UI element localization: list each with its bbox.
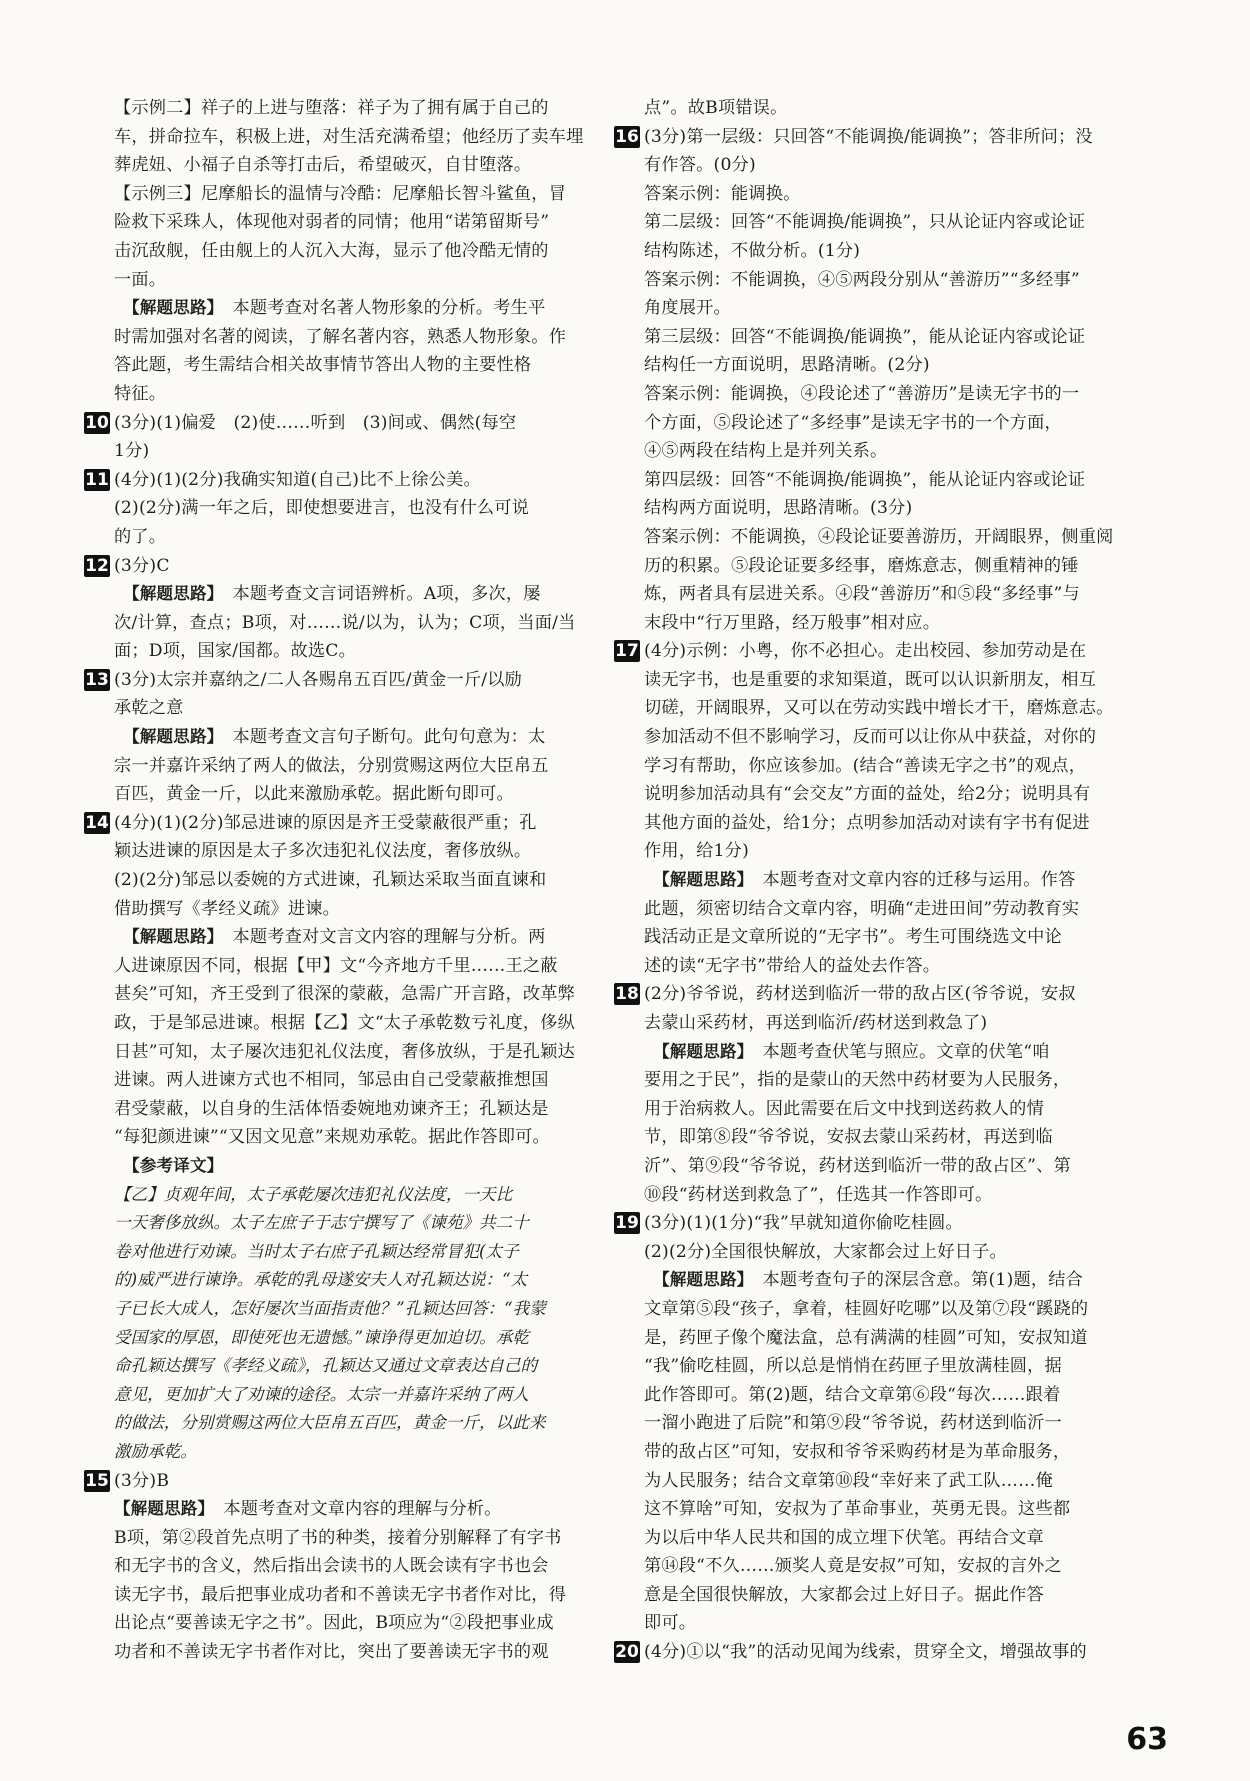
answer-line: 的了。	[114, 526, 167, 547]
answer-line: 答案示例：能调换，④段论述了“善游历”是读无字书的一	[644, 383, 1080, 404]
analysis-line: 沂”、第⑨段“爷爷说，药材送到临沂一带的敌占区”、第	[644, 1155, 1071, 1176]
analysis-line: 第⑭段“不久……颁奖人竟是安叔”可知，安叔的言外之	[644, 1556, 1062, 1577]
question-19	[615, 1209, 1166, 1266]
answer-line: (3分)第一层级：只回答“不能调换/能调换”；答非所问；没	[644, 126, 1093, 147]
analysis-line: 带的敌占区”可知，安叔和爷爷采购药材是为革命服务，	[644, 1441, 1071, 1462]
answer-line: 末段中“行万里路，经万般事”相对应。	[644, 612, 941, 633]
analysis-block: 【解题思路】 本题考查文言词语辨析。A项，多次，屡	[131, 584, 541, 605]
analysis-line: 次/计算，查点；B项，对……说/以为，认为；C项，当面/当	[114, 612, 576, 633]
answer-line: 个方面，⑤段论述了“多经事”是读无字书的一个方面，	[644, 412, 1062, 433]
analysis-line: 此作答即可。第(2)题，结合文章第⑥段“每次……跟着	[644, 1384, 1061, 1405]
question-10	[85, 409, 606, 466]
question-16	[615, 123, 1166, 638]
answer-line: (2)(2分)满一年之后，即使想要进言，也没有什么可说	[114, 498, 530, 519]
example-line: 【示例二】祥子的上进与堕落：祥子为了拥有属于自己的	[114, 98, 549, 118]
analysis-line: 践活动正是文章所说的“无字书”。考生可围绕选文中论	[644, 927, 1062, 948]
answer: (4分)①以“我”的活动见闻为线索，贯穿全文，增强故事的	[644, 1642, 1087, 1663]
analysis-line: 时需加强对名著的阅读，了解名著内容，熟悉人物形象。作	[114, 326, 567, 347]
answer-line: 读无字书，也是重要的求知渠道，既可以认识新朋友，相互	[644, 669, 1097, 690]
answer-line: 炼，两者具有层进关系。④段“善游历”和⑤段“多经事”与	[644, 584, 1080, 605]
analysis-line: 文章第⑤段“孩子，拿着，桂圆好吃哪”以及第⑦段“蹊跷的	[644, 1298, 1089, 1319]
analysis-line: 答此题，考生需结合相关故事情节答出人物的主要性格	[114, 355, 532, 376]
question-number: 11	[85, 469, 109, 490]
analysis-line: 人进谏原因不同，根据【甲】文“今齐地方千里……王之蔽	[114, 955, 558, 976]
translation-line: 卷对他进行劝谏。当时太子右庶子孔颖达经常冒犯(太子	[114, 1241, 519, 1261]
analysis-line: 要用之于民”，指的是蒙山的天然中药材要为人民服务，	[644, 1070, 1071, 1091]
right-column	[615, 94, 1166, 1667]
analysis-block: 【解题思路】 本题考查伏笔与照应。文章的伏笔“咱	[661, 1041, 1050, 1062]
example-line: 险救下采珠人，体现他对弱者的同情；他用“诺第留斯号”	[114, 212, 550, 233]
analysis-line: 特征。	[114, 383, 167, 404]
analysis-line: 用于治病救人。因此需要在后文中找到送药救人的情	[644, 1098, 1044, 1119]
analysis-line: 面；D项，国家/国都。故选C。	[114, 641, 356, 662]
answer-line: 第二层级：回答“不能调换/能调换”，只从论证内容或论证	[644, 212, 1086, 233]
analysis-line: “我”偷吃桂圆，所以总是悄悄在药匣子里放满桂圆，据	[644, 1356, 1062, 1377]
question-number: 17	[615, 641, 639, 662]
question-20	[615, 1638, 1166, 1667]
analysis-line: 即可。	[644, 1613, 697, 1634]
analysis-line: 述的读“无字书”带给人的益处去作答。	[644, 955, 941, 976]
answer-line: 作用，给1分)	[644, 841, 749, 862]
analysis-text	[114, 323, 606, 409]
answer-line: (3分)(1)偏爱 (2)使……听到 (3)间或、偶然(每空	[114, 412, 517, 433]
analysis-line: “每犯颜进谏”“又因文见意”来规劝承乾。据此作答即可。	[114, 1127, 550, 1148]
analysis-line: 这不算啥”可知，安叔为了革命事业，英勇无畏。这些都	[644, 1499, 1071, 1520]
question-number: 16	[615, 126, 639, 147]
analysis-line: 是，药匣子像个魔法盒，总有满满的桂圆”可知，安叔知道	[644, 1327, 1088, 1348]
analysis-line: 政，于是邹忌进谏。根据【乙】文“太子承乾数亏礼度，侈纵	[114, 1013, 576, 1033]
analysis-block: 【解题思路】 本题考查对文章内容的迁移与运用。作答	[661, 870, 1076, 891]
answer-line: 结构陈述，不做分析。(1分)	[644, 240, 861, 261]
analysis-line: ⑩段“药材送到救急了”，任选其一作答即可。	[644, 1184, 993, 1205]
analysis-line: 读无字书，最后把事业成功者和不善读无字书者作对比，得	[114, 1584, 567, 1605]
answer-line: 颖达进谏的原因是太子多次违犯礼仪法度，奢侈放纵。	[114, 841, 532, 862]
question-number: 12	[85, 555, 109, 576]
translation-tag: 【参考译文】	[131, 1155, 224, 1175]
analysis-line: 一溜小跑进了后院”和第⑨段“爷爷说，药材送到临沂一	[644, 1413, 1062, 1434]
answer-line: 承乾之意	[114, 698, 184, 719]
translation-line: 意见，更加扩大了劝谏的途径。太宗一并嘉许采纳了两人	[114, 1384, 529, 1404]
analysis-block: 【解题思路】 本题考查句子的深层含意。第(1)题，结合	[661, 1270, 1084, 1291]
answer-line: 去蒙山采药材，再送到临沂/药材送到救急了)	[644, 1013, 988, 1033]
translation-line: 激励承乾。	[114, 1441, 197, 1461]
answer-line: (3分)(1)(1分)“我”早就知道你偷吃桂圆。	[644, 1213, 963, 1234]
analysis-line: 宗一并嘉许采纳了两人的做法，分别赏赐这两位大臣帛五	[114, 755, 549, 776]
answer-line: 第四层级：回答“不能调换/能调换”，能从论证内容或论证	[644, 469, 1086, 490]
question-number: 15	[85, 1470, 109, 1491]
answer-line: ④⑤两段在结构上是并列关系。	[644, 441, 888, 462]
answer-line: 答案示例：不能调换，④段论证要善游历，开阔眼界，侧重阅	[644, 526, 1114, 547]
answer-line: 答案示例：不能调换，④⑤两段分别从“善游历”“多经事”	[644, 269, 1080, 290]
translation-line: 子已长大成人，怎好屡次当面指责他？”孔颖达回答：“我蒙	[114, 1298, 546, 1318]
answer-line: (4分)示例：小粤，你不必担心。走出校园、参加劳动是在	[644, 641, 1087, 662]
analysis-line: 出论点“要善读无字之书”。因此，B项应为“②段把事业成	[114, 1613, 554, 1634]
question-number: 13	[85, 669, 109, 690]
answer-line: 结构任一方面说明，思路清晰。(2分)	[644, 355, 930, 376]
answer-line: 其他方面的益处，给1分；点明参加活动对读有字书有促进	[644, 812, 1090, 833]
answer-line: 学习有帮助，你应该参加。(结合“善读无字之书”的观点，	[644, 755, 1087, 776]
answer-line: (2)(2分)全国很快解放，大家都会过上好日子。	[644, 1241, 1007, 1262]
analysis-line: 节，即第⑧段“爷爷说，安叔去蒙山采药材，再送到临	[644, 1127, 1053, 1148]
question-18	[615, 980, 1166, 1037]
analysis-line: 百匹，黄金一斤，以此来激励承乾。据此断句即可。	[114, 784, 514, 805]
translation-line: 一天奢侈放纵。太子左庶子于志宁撰写了《谏苑》共二十	[114, 1213, 529, 1233]
translation-line: 的)威严进行谏诤。承乾的乳母遂安夫人对孔颖达说：“太	[114, 1270, 528, 1290]
analysis-line: 此题，须密切结合文章内容，明确“走进田间”劳动教育实	[644, 898, 1080, 919]
example-line: 葬虎妞、小福子自杀等打击后，希望破灭，自甘堕落。	[114, 155, 532, 176]
answer-line: (4分)(1)(2分)邹忌进谏的原因是齐王受蒙蔽很严重；孔	[114, 812, 537, 833]
answer: (3分)B	[114, 1470, 170, 1491]
analysis-line: 为人民服务；结合文章第⑩段“幸好来了武工队……俺	[644, 1470, 1053, 1491]
analysis-line: 为以后中华人民共和国的成立埋下伏笔。再结合文章	[644, 1527, 1044, 1548]
answer-line: 参加活动不但不影响学习，反而可以让你从中获益，对你的	[644, 727, 1097, 748]
translation-line: 受国家的厚恩，即使死也无遗憾。”谏诤得更加迫切。承乾	[114, 1327, 530, 1347]
analysis-line: 君受蒙蔽，以自身的生活体悟委婉地劝谏齐王；孔颖达是	[114, 1098, 549, 1119]
answer-line: 第三层级：回答“不能调换/能调换”，能从论证内容或论证	[644, 326, 1086, 347]
answer-line: (2分)爷爷说，药材送到临沂一带的敌占区(爷爷说，安叔	[644, 984, 1076, 1005]
answer-line: 1分)	[114, 441, 150, 462]
answer-line: (4分)(1)(2分)我确实知道(自己)比不上徐公美。	[114, 469, 481, 490]
translation-line: 【乙】贞观年间，太子承乾屡次违犯礼仪法度，一天比	[114, 1184, 513, 1204]
analysis-line: 意是全国很快解放，大家都会过上好日子。据此作答	[644, 1584, 1044, 1605]
analysis-tag: 【解题思路】	[131, 298, 216, 318]
analysis-line: 功者和不善读无字书者作对比，突出了要善读无字书的观	[114, 1642, 549, 1663]
answer-line: 角度展开。	[644, 298, 731, 319]
question-number: 20	[615, 1642, 639, 1663]
answer-line: 借助撰写《孝经义疏》进谏。	[114, 898, 341, 919]
question-17	[615, 637, 1166, 866]
question-14	[85, 809, 606, 923]
question-15	[85, 1467, 606, 1496]
left-column	[85, 94, 606, 1667]
answer-line: 历的积累。⑤段论证要多经事，磨炼意志，侧重精神的锤	[644, 555, 1079, 576]
question-12	[85, 552, 606, 581]
example-line: 击沉敌舰，任由舰上的人沉入大海，显示了他冷酷无情的	[114, 240, 549, 261]
analysis-line: B项，第②段首先点明了书的种类，接着分别解释了有字书	[114, 1527, 562, 1548]
example-line: 一面。	[114, 269, 167, 290]
analysis-line: 进谏。两人进谏方式也不相同，邹忌由自己受蒙蔽推想国	[114, 1070, 549, 1091]
answer-line: (3分)太宗并嘉纳之/二人各赐帛五百匹/黄金一斤/以励	[114, 669, 523, 690]
answer-line: (2)(2分)邹忌以委婉的方式进谏，孔颖达采取当面直谏和	[114, 870, 547, 891]
analysis-line: 日甚”可知，太子屡次违犯礼仪法度，奢侈放纵，于是孔颖达	[114, 1041, 576, 1062]
translation-line: 的做法，分别赏赐这两位大臣帛五百匹，黄金一斤，以此来	[114, 1413, 546, 1433]
continued-text: 点”。故B项错误。	[644, 98, 788, 118]
question-number: 18	[615, 984, 639, 1005]
example-line: 【示例三】尼摩船长的温情与冷酷：尼摩船长智斗鲨鱼，冒	[114, 183, 567, 204]
analysis-line: 和无字书的含义，然后指出会读书的人既会读有字书也会	[114, 1556, 549, 1577]
answer-line: 答案示例：能调换。	[644, 183, 801, 204]
answer-line: 切磋，开阔眼界，又可以在劳动实践中增长才干，磨炼意志。	[644, 698, 1114, 719]
analysis-block: 【解题思路】 本题考查文言句子断句。此句句意为：太	[131, 727, 546, 748]
question-number: 10	[85, 412, 109, 433]
example-line: 车，拼命拉车，积极上进，对生活充满希望；他经历了卖车埋	[114, 126, 584, 147]
question-number: 14	[85, 812, 109, 833]
question-11	[85, 466, 606, 552]
example-answers	[114, 94, 606, 294]
analysis-line: 甚矣”可知，齐王受到了很深的蒙蔽，急需广开言路，改革弊	[114, 984, 576, 1005]
page-number: 63	[1126, 1722, 1168, 1757]
analysis-block: 【解题思路】 本题考查对名著人物形象的分析。考生平	[131, 298, 546, 319]
answer-line: 结构两方面说明，思路清晰。(3分)	[644, 498, 913, 519]
analysis-block: 【解题思路】 本题考查对文章内容的理解与分析。	[114, 1499, 502, 1520]
translation-line: 命孔颖达撰写《孝经义疏》，孔颖达又通过文章表达自己的	[114, 1356, 538, 1376]
answer-line: 说明参加活动具有“会交友”方面的益处，给2分；说明具有	[644, 784, 1091, 805]
question-13	[85, 666, 606, 723]
answer-line: 有作答。(0分)	[644, 155, 756, 176]
analysis-block: 【解题思路】 本题考查对文言文内容的理解与分析。两	[131, 927, 546, 948]
answer: (3分)C	[114, 555, 170, 576]
question-number: 19	[615, 1213, 639, 1234]
